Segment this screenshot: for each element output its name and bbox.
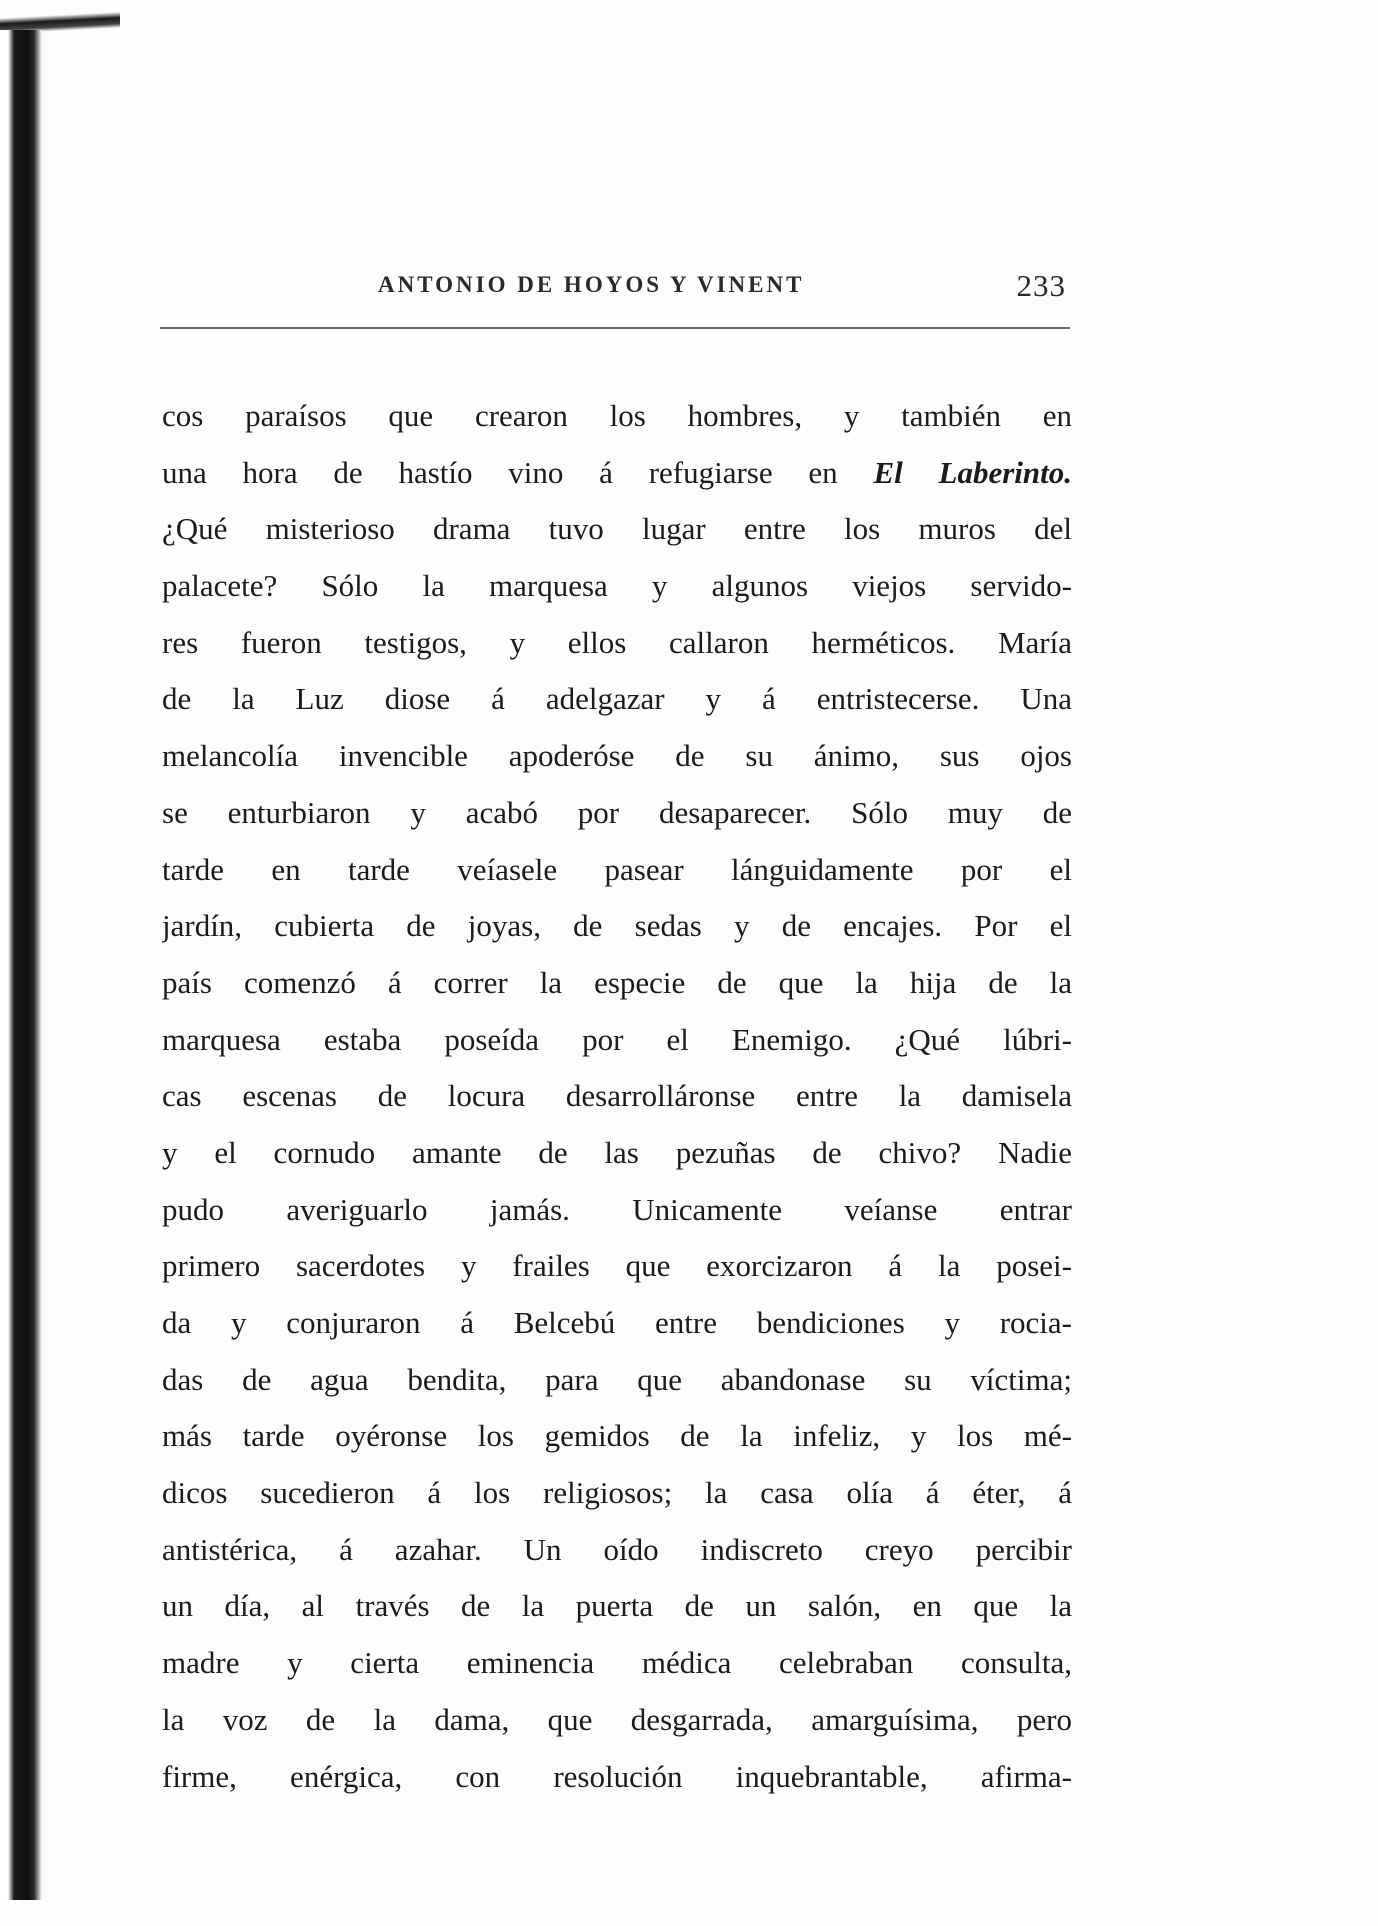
text-line: marquesa estaba poseída por el Enemigo. ¿Qué lúbri- [162, 1021, 1072, 1057]
text-line: cas escenas de locura desarrolláronse entre la damisela [162, 1078, 1072, 1114]
text-line: melancolía invencible apoderóse de su ánimo, sus ojos [162, 738, 1072, 774]
text-line: firme, enérgica, con resolución inquebrantable, afirma- [162, 1758, 1072, 1794]
text-line: ¿Qué misterioso drama tuvo lugar entre los muros del [162, 511, 1072, 547]
text-line: cos paraísos que crearon los hombres, y también en [162, 398, 1072, 433]
text-line: das de agua bendita, para que abandonase su víctima; [162, 1361, 1072, 1397]
text-line [162, 445, 1072, 502]
text-line: la voz de la dama, que desgarrada, amarguísima, pero [162, 1701, 1072, 1737]
header-rule [160, 327, 1070, 329]
text-line: de la Luz diose á adelgazar y á entristecerse. Una [162, 681, 1072, 717]
running-title: ANTONIO DE HOYOS Y VINENT [378, 272, 805, 297]
book-title-italic: El Laberinto. [873, 454, 1072, 490]
text-line: jardín, cubierta de joyas, de sedas y de encajes. Por el [162, 908, 1072, 944]
text-line: y el cornudo amante de las pezuñas de chivo? Nadie [162, 1134, 1072, 1170]
text-line: un día, al través de la puerta de un salón, en que la [162, 1588, 1072, 1624]
page-number: 233 [1016, 268, 1066, 303]
text-line-part: una hora de hastío vino á refugiarse en [162, 454, 874, 490]
text-line: madre y cierta eminencia médica celebraban consulta, [162, 1645, 1072, 1681]
text-line: se enturbiaron y acabó por desaparecer. Sólo muy de [162, 794, 1072, 830]
text-line: da y conjuraron á Belcebú entre bendiciones y rocia- [162, 1305, 1072, 1340]
body-text [162, 388, 1072, 1805]
text-line: palacete? Sólo la marquesa y algunos viejos servido- [162, 568, 1072, 604]
text-line: país comenzó á correr la especie de que la hija de la [162, 964, 1072, 1000]
running-head [160, 268, 1080, 308]
text-line: dicos sucedieron á los religiosos; la casa olía á éter, á [162, 1475, 1072, 1511]
text-line: antistérica, á azahar. Un oído indiscreto creyo percibir [162, 1531, 1072, 1567]
text-line: tarde en tarde veíasele pasear lánguidamente por el [162, 851, 1072, 887]
binding-edge [0, 30, 42, 1900]
text-line: res fueron testigos, y ellos callaron herméticos. María [162, 624, 1072, 660]
text-line: pudo averiguarlo jamás. Unicamente veíanse entrar [162, 1191, 1072, 1227]
text-line: más tarde oyéronse los gemidos de la infeliz, y los mé- [162, 1418, 1072, 1454]
text-line: primero sacerdotes y frailes que exorcizaron á la posei- [162, 1248, 1072, 1284]
